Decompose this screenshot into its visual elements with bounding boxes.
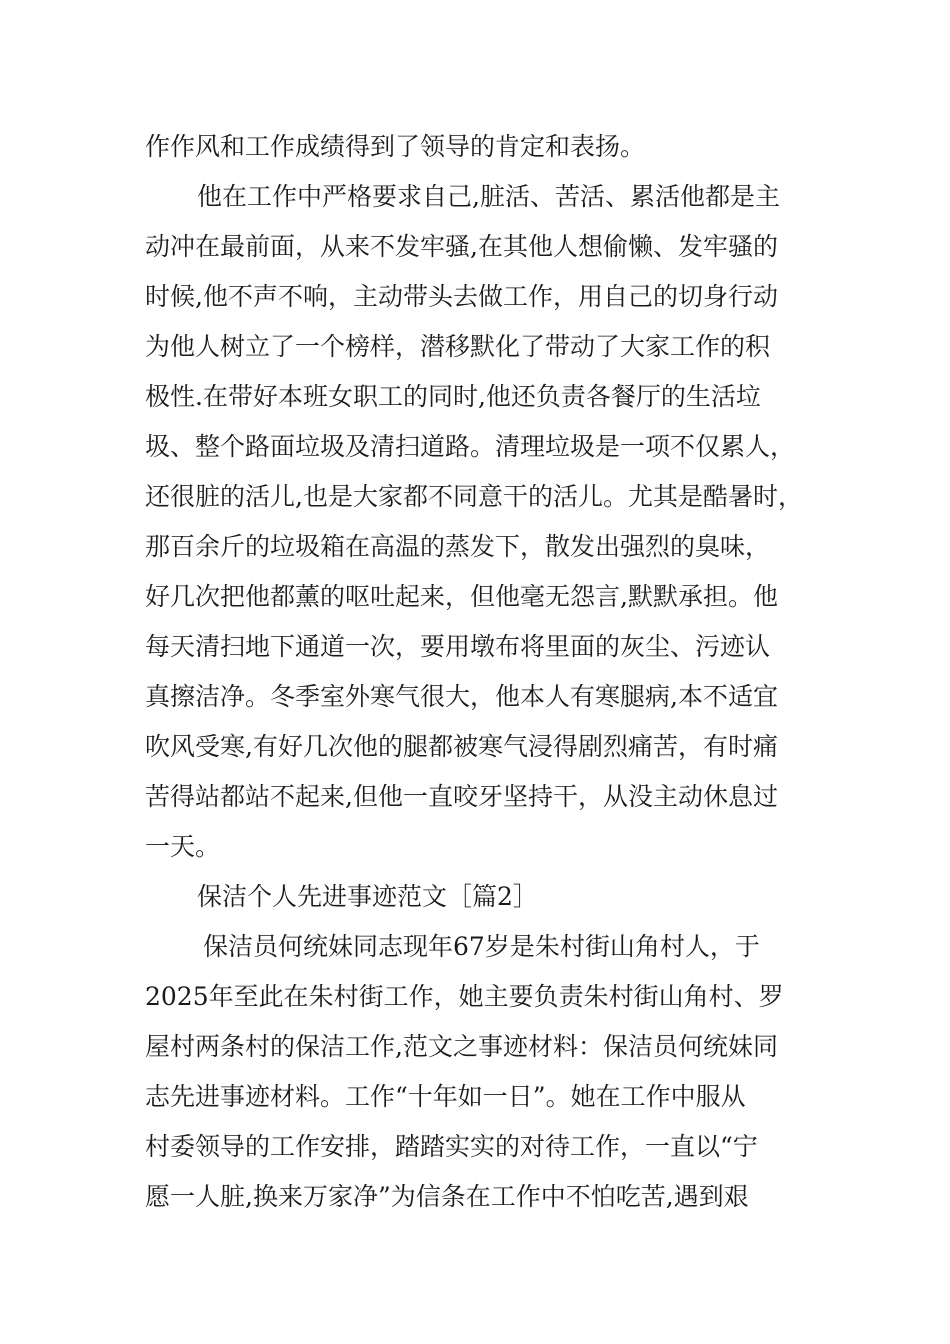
- body-line: 作作风和工作成绩得到了领导的肯定和表扬。: [145, 132, 646, 161]
- body-line: 屋村两条村的保洁工作,范文之事迹材料：保洁员何统妹同: [145, 1032, 778, 1061]
- body-line: 志先进事迹材料。工作“十年如一日”。她在工作中服从: [145, 1082, 746, 1111]
- document-body: [145, 122, 825, 1222]
- body-line: 好几次把他都薰的呕吐起来，但他毫无怨言,默默承担。他: [145, 582, 778, 611]
- body-line: 真擦洁净。冬季室外寒气很大，他本人有寒腿病,本不适宜: [145, 682, 778, 711]
- body-line: 为他人树立了一个榜样，潜移默化了带动了大家工作的积: [145, 332, 771, 361]
- body-line: 村委领导的工作安排，踏踏实实的对待工作，一直以“宁: [145, 1132, 758, 1161]
- paragraph-start-line: 保洁员何统妹同志现年67岁是朱村街山角村人，于: [203, 932, 760, 961]
- body-line: 极性.在带好本班女职工的同时,他还负责各餐厅的生活垃: [145, 382, 761, 411]
- body-line: 还很脏的活儿,也是大家都不同意干的活儿。尤其是酷暑时，: [145, 482, 803, 511]
- body-line: 圾、整个路面垃圾及清扫道路。清理垃圾是一项不仅累人，: [145, 432, 796, 461]
- body-line: 吹风受寒,有好几次他的腿都被寒气浸得剧烈痛苦，有时痛: [145, 732, 778, 761]
- section-heading: 保洁个人先进事迹范文［篇2］: [197, 882, 538, 911]
- body-line: 2025年至此在朱村街工作，她主要负责朱村街山角村、罗: [145, 982, 784, 1011]
- body-line: 一天。: [145, 832, 221, 861]
- body-line: 苦得站都站不起来,但他一直咬牙坚持干，从没主动休息过: [145, 782, 778, 811]
- body-line: 每天清扫地下通道一次，要用墩布将里面的灰尘、污迹认: [145, 632, 771, 661]
- body-line: 愿一人脏,换来万家净”为信条在工作中不怕吃苦,遇到艰: [145, 1182, 749, 1211]
- paragraph-start-line: 他在工作中严格要求自己,脏活、苦活、累活他都是主: [197, 182, 780, 211]
- body-line: 时候,他不声不响，主动带头去做工作，用自己的切身行动: [145, 282, 778, 311]
- body-line: 动冲在最前面，从来不发牢骚,在其他人想偷懒、发牢骚的: [145, 232, 778, 261]
- body-line: 那百余斤的垃圾箱在高温的蒸发下，散发出强烈的臭味，: [145, 532, 771, 561]
